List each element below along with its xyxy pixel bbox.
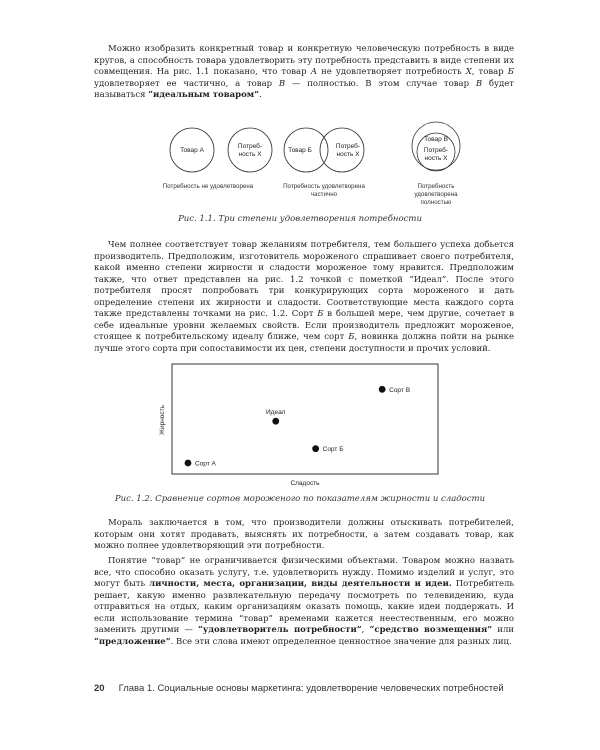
text-run: Б: [348, 332, 355, 342]
panel-c-caption-2: удовлетворена: [414, 191, 458, 198]
product-a-label: Товар А: [180, 147, 204, 154]
panel-b-caption-2: частично: [310, 191, 338, 198]
panel-c-caption-3: полностью: [420, 199, 452, 206]
text-run: Мораль заключается в том, что производители должны отыскивать потребителей, которым они хотят продавать, выяснять их потребности, а затем создавать товар, как можно полнее удовлетворяющий эти потребности.: [94, 518, 514, 551]
panel-b-caption-1: Потребность удовлетворена: [283, 183, 365, 190]
product-b-label: Товар Б: [288, 147, 312, 154]
paragraph-3: [94, 518, 514, 553]
need-x-label-c-1: Потреб-: [423, 147, 449, 154]
figure-1-1-panel-b: [283, 128, 365, 198]
text-run: Б: [317, 309, 324, 319]
text-run: будет называться: [94, 78, 514, 100]
text-run: Можно изобразить конкретный товар и конкретную человеческую потребность в виде кругов, а способность товара удовлетворить эту потребность представить в виде степени их совмещения. На рис. 1.1 показано, что товар: [94, 44, 514, 77]
need-x-label-a-1: Потреб-: [237, 143, 263, 150]
text-run: А: [310, 67, 318, 77]
point-2: [312, 445, 319, 452]
figure-1-1-panel-c: [412, 122, 460, 206]
text-run: В: [475, 78, 483, 89]
point-0: [379, 386, 386, 393]
need-x-label-a-2: ность Х: [238, 151, 262, 158]
paragraph-2: [94, 240, 514, 355]
text-run: В: [278, 78, 286, 89]
product-c-label: Товар В: [424, 136, 448, 143]
y-axis-label: Жирность: [159, 404, 166, 436]
text-run: “средство возмещения”: [369, 625, 493, 635]
point-1: [272, 418, 279, 425]
paragraph-4: [94, 556, 514, 648]
paragraph-1: [94, 44, 514, 102]
page-number: 20: [94, 683, 105, 694]
figure-1-2-caption: Рис. 1.2. Сравнение сортов мороженого по показателям жирности и сладости: [114, 494, 486, 504]
text-run: Потребитель решает, какую именно развлекательную передачу посмотреть по телевидению, куда отправиться на отдых, каким организациям оказать помощь, какие идеи поддержать. И если использование термина “товар” временами кажется неестественным, его можно заменить другими —: [94, 579, 514, 635]
point-label-0: Сорт В: [389, 386, 411, 394]
figure-1-1-panel-a: [163, 128, 272, 190]
point-label-1: Идеал: [265, 409, 286, 417]
panel-a-caption-1: Потребность не удовлетворена: [162, 183, 254, 190]
panel-c-caption-1: Потребность: [417, 183, 455, 190]
need-x-circle-b: [320, 128, 364, 172]
page-footer: [94, 683, 534, 694]
point-label-2: Сорт Б: [322, 446, 344, 454]
text-run: личности, места, организации, виды деятельности и идеи.: [149, 579, 452, 589]
point-label-3: Сорт А: [194, 460, 216, 468]
figure-1-2-chart: [150, 360, 450, 488]
text-run: в большей мере, чем другие, сочетает в себе идеальные уровни желаемых свойств. Если производитель предложит мороженое, стоящее к потребительскому идеалу ближе, чем сорт: [94, 309, 515, 342]
text-run: “удовлетворитель потребности”: [198, 625, 362, 635]
text-run: или: [492, 625, 515, 635]
chart-frame: [172, 364, 438, 474]
chapter-title: Глава 1. Социальные основы маркетинга: удовлетворение человеческих потребностей: [118, 683, 504, 694]
text-run: Б: [507, 67, 514, 77]
need-x-label-c-2: ность Х: [424, 155, 448, 162]
text-run: Х: [465, 67, 472, 77]
product-c-circle: [412, 122, 460, 170]
text-run: Понятие “товар” не ограничивается физическими объектами. Товаром можно назвать все, что способно оказать услугу, т.е. удовлетворить нужду. Помимо изделий и услуг, это могут быть: [94, 556, 514, 589]
text-run: , товар: [471, 67, 508, 77]
text-run: не удовлетворяет потребность: [317, 67, 466, 77]
text-run: , новинка должна пойти на рынке лучше этого сорта при сопоставимости их цен, степени доступности и прочих условий.: [94, 332, 514, 354]
need-x-label-b-2: ность Х: [336, 151, 360, 158]
text-run: “предложение”: [94, 636, 171, 647]
chart-points: [185, 386, 410, 468]
text-run: . Все эти слова имеют определенное ценностное значение для разных лиц.: [170, 636, 512, 647]
figure-1-1: [100, 116, 500, 210]
text-run: ,: [361, 625, 370, 635]
text-run: — полностью. В этом случае товар: [285, 78, 476, 89]
x-axis-label: Сладость: [290, 480, 320, 487]
point-3: [185, 460, 192, 467]
text-run: .: [259, 90, 262, 100]
text-run: удовлетворяет ее частично, а товар: [94, 78, 279, 89]
text-run: “идеальным товаром”: [148, 90, 260, 100]
need-x-label-b-1: Потреб-: [335, 143, 361, 150]
need-x-circle-a: [228, 128, 272, 172]
text-run: Чем полнее соответствует товар желаниям потребителя, тем большего успеха добьется производитель. Предположим, изготовитель мороженого спрашивает своего потребителя, какой именно степени жирности и сладости мороженое тому нравится. Предположим также, что ответ представлен на рис. 1.2 точкой с пометкой “Идеал”. После этого потребителя просят попробовать три конкурирующих сорта мороженого и дать определение степени их жирности и сладости. Соответствующие места каждого сорта также представлены точками на рис. 1.2. Сорт: [94, 240, 514, 319]
figure-1-1-caption: Рис. 1.1. Три степени удовлетворения потребности: [178, 214, 422, 224]
